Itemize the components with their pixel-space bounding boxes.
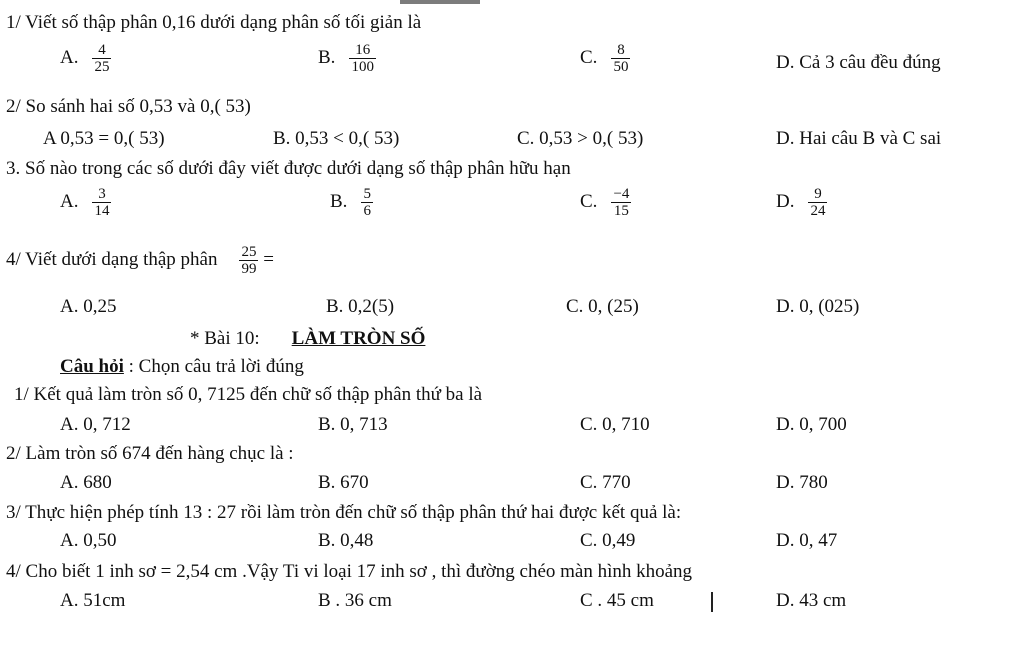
option-1-2-d[interactable]: D. Hai câu B và C sai — [776, 128, 942, 149]
option-2-2-a[interactable]: A. 680 — [60, 472, 112, 493]
fraction: $\frac{3}{14}$ — [94, 186, 110, 219]
option-1-1-d[interactable]: D. Cả 3 câu đều đúng — [776, 52, 941, 73]
lesson-heading: * Bài 10: LÀM TRÒN SỐ — [190, 328, 426, 349]
option-2-1-a[interactable]: A. 0, 712 — [60, 414, 131, 435]
option-1-4-c[interactable]: C. 0, (25) — [566, 296, 639, 317]
option-2-1-d[interactable]: D. 0, 700 — [776, 414, 847, 435]
option-2-4-a[interactable]: A. 51cm — [60, 590, 126, 611]
fraction: $\frac{16}{100}$ — [351, 42, 374, 75]
option-2-3-c[interactable]: C. 0,49 — [580, 530, 636, 551]
option-1-3-d[interactable]: D. $\frac{9}{24}$ — [776, 186, 826, 219]
fraction: $\frac{8}{50}$ — [613, 42, 629, 75]
option-1-3-b[interactable]: B. $\frac{5}{6}$ — [330, 186, 371, 219]
question-1-4: 4/ Viết dưới dạng thập phân $\frac{25}{99}$ = — [6, 244, 274, 277]
question-2-2: 2/ Làm tròn số 674 đến hàng chục là : — [6, 443, 294, 464]
cut-off-top-text — [400, 0, 480, 4]
option-1-4-a[interactable]: A. 0,25 — [60, 296, 117, 317]
option-2-4-d[interactable]: D. 43 cm — [776, 590, 847, 611]
option-1-3-c[interactable]: C. $\frac{-4}{15}$ — [580, 186, 630, 219]
option-2-2-c[interactable]: C. 770 — [580, 472, 631, 493]
fraction: $\frac{-4}{15}$ — [613, 186, 630, 219]
option-1-3-a[interactable]: A. $\frac{3}{14}$ — [60, 186, 110, 219]
option-1-2-a[interactable]: A 0,53 = 0,( 53) — [43, 128, 165, 149]
option-1-1-b[interactable]: B. $\frac{16}{100}$ — [318, 42, 374, 75]
option-1-4-d[interactable]: D. 0, (025) — [776, 296, 860, 317]
question-1-3: 3. Số nào trong các số dưới đây viết được dưới dạng số thập phân hữu hạn — [6, 158, 571, 179]
option-1-1-a[interactable]: A. $\frac{4}{25}$ — [60, 42, 110, 75]
question-1-2: 2/ So sánh hai số 0,53 và 0,( 53) — [6, 96, 251, 117]
option-2-2-d[interactable]: D. 780 — [776, 472, 828, 493]
question-header: Câu hỏi : Chọn câu trả lời đúng — [60, 356, 304, 377]
fraction: $\frac{5}{6}$ — [363, 186, 371, 219]
question-2-1: 1/ Kết quả làm tròn số 0, 7125 đến chữ số thập phân thứ ba là — [14, 384, 483, 405]
option-1-1-c[interactable]: C. $\frac{8}{50}$ — [580, 42, 629, 75]
fraction: $\frac{25}{99}$ — [241, 244, 257, 277]
question-1-1: 1/ Viết số thập phân 0,16 dưới dạng phân số tối giản là — [6, 12, 422, 33]
option-2-3-d[interactable]: D. 0, 47 — [776, 530, 838, 551]
text-cursor — [711, 592, 713, 612]
fraction: $\frac{4}{25}$ — [94, 42, 110, 75]
option-2-1-b[interactable]: B. 0, 713 — [318, 414, 388, 435]
lesson-title: LÀM TRÒN SỐ — [291, 328, 426, 349]
option-2-1-c[interactable]: C. 0, 710 — [580, 414, 650, 435]
option-1-4-b[interactable]: B. 0,2(5) — [326, 296, 395, 317]
option-2-4-c[interactable]: C . 45 cm — [580, 590, 654, 611]
option-2-3-a[interactable]: A. 0,50 — [60, 530, 117, 551]
option-2-2-b[interactable]: B. 670 — [318, 472, 369, 493]
option-1-2-c[interactable]: C. 0,53 > 0,( 53) — [517, 128, 644, 149]
option-2-3-b[interactable]: B. 0,48 — [318, 530, 374, 551]
fraction: $\frac{9}{24}$ — [810, 186, 826, 219]
option-2-4-b[interactable]: B . 36 cm — [318, 590, 392, 611]
question-2-3: 3/ Thực hiện phép tính 13 : 27 rồi làm tròn đến chữ số thập phân thứ hai được kết quả là: — [6, 502, 682, 523]
option-1-2-b[interactable]: B. 0,53 < 0,( 53) — [273, 128, 400, 149]
question-2-4: 4/ Cho biết 1 inh sơ = 2,54 cm .Vậy Ti vi loại 17 inh sơ , thì đường chéo màn hình khoảng — [6, 561, 693, 582]
